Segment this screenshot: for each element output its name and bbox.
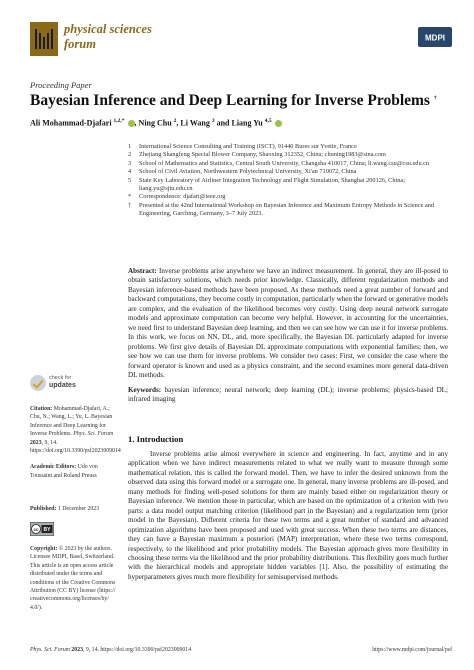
author-name: Li Wang — [180, 118, 210, 128]
keywords — [128, 386, 448, 405]
mdpi-logo — [418, 27, 452, 47]
author-name: Ali Mohammad-Djafari — [30, 118, 112, 128]
orcid-icon[interactable] — [128, 120, 135, 127]
orcid-icon[interactable] — [275, 120, 282, 127]
editors-text: Udo von Toussaint and Roland Preuss — [30, 464, 98, 479]
journal-name: physical sciences — [64, 22, 152, 36]
paper-title-text: Bayesian Inference and Deep Learning for Inverse Problems — [30, 92, 430, 109]
published-date: Published: 1 December 2023 — [30, 506, 100, 512]
presentation-note: † Presented at the 42nd International Workshop on Bayesian Inference and Maximum Entropy Methods in Science and Engineering, Garching, Germany, 3–7 July 2023. — [128, 201, 435, 218]
title-footnote-mark: † — [433, 94, 437, 101]
journal-logo — [30, 22, 58, 56]
affiliation-item: 4 School of Civil Aviation, Northwestern Polytechnical University, Xi'an 710072, China — [128, 168, 357, 176]
check-icon — [30, 375, 46, 391]
mdpi-logo-text: MDPI — [425, 33, 445, 43]
author-list: Ali Mohammad-Djafari $^{1,2,*}$ , Ning Chu $^2$, Li Wang $^3$ and Liang Yu $^{4,5}$ — [30, 118, 282, 128]
footer-journal-url[interactable]: https://www.mdpi.com/journal/psf — [372, 647, 452, 653]
editors-label: Academic Editors: — [30, 464, 77, 471]
copyright-block: Copyright: © 2023 by the authors. Licensee MDPI, Basel, Switzerland. This article is an open access article distributed under the terms and conditions of the Creative Commons Attribution (CC BY) license (https:// creativecommons.org/licenses/by/ 4.0/). — [30, 546, 116, 611]
author-affil: 3 — [211, 118, 215, 124]
svg-text:cc: cc — [33, 526, 39, 532]
author-affil: 1,2,* — [113, 118, 125, 124]
abstract-text: Inverse problems arise anywhere we have an indirect measurement. In general, they are ill-posed to obtain satisfactory solutions, which needs prior knowledge. Classically, different regularization methods and Bayesian inference-based methods have been proposed. As these methods need a great number of forward and backward computations, they become costly in computation, particularly when the forward or generative models are complex, and the evaluation of the likelihood becomes very costly. Using deep neural network surrogate models and approximate computation can become very helpful. However, in accounting for the uncertainties, we need first to understand Bayesian deep learning, and then we can see how we can use it for inverse problems. In this work, we focus on NN, DL, and, more specifically, the Bayesian DL particularly adapted for inverse problems. We first give details of Bayesian DL approximate computations with exponential families; then, we see how we can use them for inverse problems. We consider two cases: First, we consider the case where the forward operator is known and used as a physics constraint, and the second examines more general data-driven DL methods. — [128, 267, 449, 379]
author-affil: 2 — [173, 118, 177, 124]
affiliation-item: 1 International Science Consulting and Training (ISCT), 91440 Bures sur Yvette, France — [128, 143, 357, 150]
paper-title — [30, 92, 437, 110]
keywords-label: Keywords: — [128, 386, 162, 394]
correspondence: * Correspondence: djafari@ieee.org — [128, 193, 226, 201]
abstract-label: Abstract: — [128, 267, 157, 275]
cc-by-license-icon[interactable] — [30, 522, 54, 536]
affiliation-item: 3 School of Mathematics and Statistics, Central South University, Changsha 410017, China; li.wang.csu@csu.edu.cn — [128, 159, 430, 167]
intro-paragraph: Inverse problems arise almost everywhere in science and engineering. In fact, anytime and in any application when we have indirect measurements related to what we really want to measure through some mathematical relation, this is called the forward model. Then, we have to infer the desired unknown from the observed data using this forward model or a surrogate one. In general, many inverse problems are ill-posed, and many methods for finding well-posed solutions for them are mainly based either on regularization theory or Bayesian inference. We mention those in particular, which are based on the optimization of a criterion with two parts: a data model output matching criterion (likelihood part in the Bayesian) and a regularization term (prior model in the Bayesian). Different criteria for these two terms and a great number of standard and advanced optimization algorithms have been proposed and used with great success. When these two terms are distances, they can have a Bayesian maximum a posteriori (MAP) interpretation, where these two terms correspond, respectively, to the likelihood and prior probability models. The Bayesian approach gives more flexibility in choosing these terms via the likelihood and the prior probability distributions. This flexibility goes much further with the hierarchical models and appropriate hidden variables [1]. Also, the possibility of estimating the hyperparameters gives much more flexibility for semisupervised methods. — [128, 450, 448, 581]
abstract — [128, 267, 448, 380]
citation-block: Citation: Mohammad-Djafari, A.; Chu, N.; Wang, L.; Yu, L. Bayesian Inference and Deep Learning for Inverse Problems. Phys. Sci. Forum 2023, 9, 14. https://doi.org/10.3390/psf2023009014 Academic Editors: Udo von Toussaint and Roland Preuss — [30, 406, 121, 479]
author-name: Ning Chu — [138, 118, 172, 128]
author-affil: 4,5 — [264, 118, 272, 124]
bars-icon — [34, 29, 54, 49]
affiliation-item: 5 State Key Laboratory of Airliner Integration Technology and Flight Simulation, Shanghai 200126, China; liang.yu@sjtu.edu.cn — [128, 176, 405, 193]
check-for-updates-badge[interactable]: check for updates — [30, 374, 75, 396]
author-name: Liang Yu — [231, 118, 263, 128]
intro-body — [128, 450, 448, 582]
affiliations — [128, 143, 448, 219]
svg-text:BY: BY — [43, 527, 51, 533]
affiliation-item: 2 Zhejiang Shangfeng Special Blower Company, Shaoxing 312352, China; chuning1983@sina.com — [128, 151, 386, 159]
journal-name-line2: forum — [64, 37, 96, 51]
paper-type: Proceeding Paper — [30, 80, 92, 90]
keywords-text: bayesian inference; neural network; deep learning (DL); inverse problems; physics-based DL; infrared imaging — [128, 386, 448, 404]
section-heading: 1. Introduction — [128, 434, 184, 444]
footer-citation: Phys. Sci. Forum 2023, 9, 14. https://doi.org/10.3390/psf2023009014 — [30, 647, 192, 653]
